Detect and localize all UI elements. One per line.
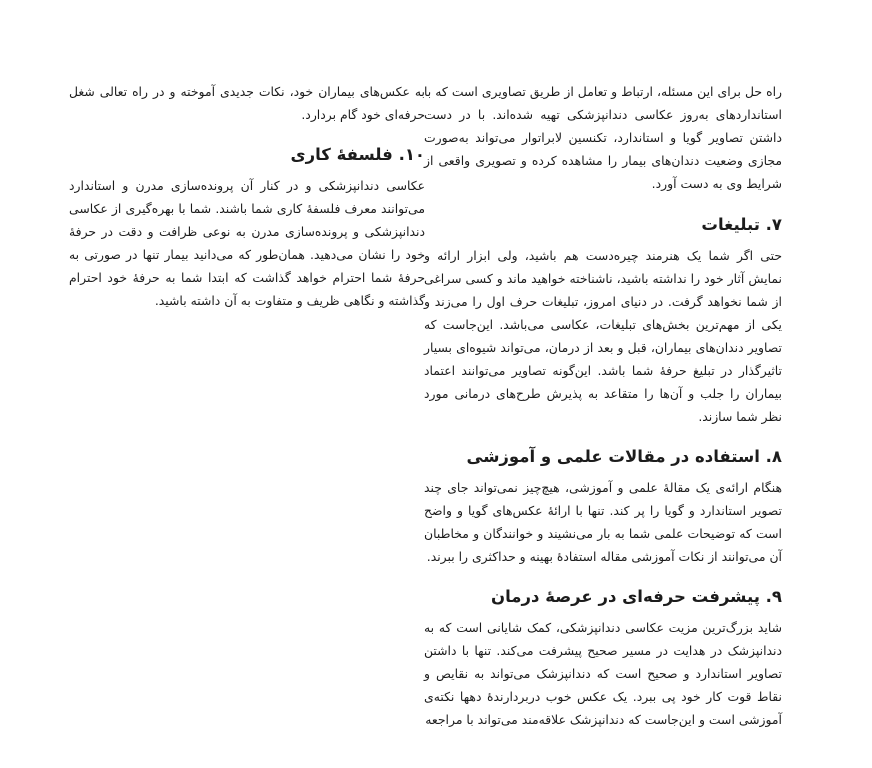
section-body-work-philosophy: عکاسی دندانپزشکی و در کنار آن پرونده‌سازی مدرن و استاندارد می‌توانند معرف فلسفهٔ کاری شما باشند. شما با بهره‌گیری از عکاسی دندانپزشکی و پرونده‌سازی مدرن به نوعی ظرافت و دقت در حرفهٔ خود را نشان می‌دهید. همان‌طور که می‌دانید بیمار تنها در صورتی به حرفهٔ شما احترام خواهد گذاشت که ابتدا شما به حرفهٔ خود احترام گذاشته و نگاهی ظریف و متفاوت به آن داشته باشید. [69,178,425,308]
section-heading-advertising: ۷. تبلیغات [701,215,782,234]
section-body-advertising: حتی اگر شما یک هنرمند چیره‌دست هم باشید، ولی ابزار ارائه و نمایش آثار خود را نداشته باشید، ناشناخته خواهید ماند و کسی سراغی از شما نخواهد گرفت. در دنیای امروز، تبلیغات حرف اول را می‌زند و یکی از مهم‌ترین بخش‌های تبلیغات، عکاسی می‌باشد. این‌جاست که تصاویر دندان‌های بیماران، قبل و بعد از درمان، می‌تواند شیوه‌ای بسیار تاثیرگذار در تبلیغ حرفهٔ شما باشد. این‌گونه تصاویر می‌توانند اعتماد بیماران را جلب و آن‌ها را متقاعد به پذیرش طرح‌های درمانی مورد نظر شما سازند. [424,248,782,424]
intro-paragraph: راه حل برای این مسئله، ارتباط و تعامل از طریق تصاویری است که با استانداردهای به‌روز عکاسی دندانپزشکی تهیه شده‌اند. با در دست داشتن تصاویر گویا و استاندارد، تکنسین لابراتوار می‌تواند به‌صورت مجازی وضعیت دندان‌های بیمار را مشاهده کرده و تصویری واقعی از شرایط وی به دست آورد. [424,84,782,191]
section-body-scientific-articles: هنگام ارائه‌ی یک مقالهٔ علمی و آموزشی، هیچ‌چیز نمی‌تواند جای چند تصویر استاندارد و گویا را پر کند. تنها با ارائهٔ عکس‌های گویا و واضح است که توضیحات علمی شما به بار می‌نشیند و خوانندگان و مخاطبان آن می‌توانند از نکات آموزشی مقاله استفادهٔ بهینه و حداکثری را ببرند. [424,480,782,564]
continuation-paragraph: به عکس‌های بیماران خود، نکات جدیدی آموخته و در راه تعالی شغل حرفه‌ای خود گام بردارد. [69,84,425,122]
section-heading-scientific-articles: ۸. استفاده در مقالات علمی و آموزشی [466,447,782,466]
section-heading-professional-growth: ۹. پیشرفت حرفه‌ای در عرصهٔ درمان [491,587,782,606]
left-column [69,80,425,312]
right-column [424,80,782,731]
section-heading-work-philosophy: ۱۰. فلسفهٔ کاری [290,145,425,164]
section-body-professional-growth: شاید بزرگ‌ترین مزیت عکاسی دندانپزشکی، کمک شایانی است که به دندانپزشک در هدایت در مسیر صحیح پیشرفت می‌کند. تنها با داشتن تصاویر استاندارد و صحیح است که دندانپزشک می‌تواند به نقایص و نقاط قوت کار خود پی ببرد. یک عکس خوب دربردارندهٔ دهها نکته‌ی آموزشی است و این‌جاست که دندانپزشک علاقه‌مند می‌تواند با مراجعه [424,620,782,727]
